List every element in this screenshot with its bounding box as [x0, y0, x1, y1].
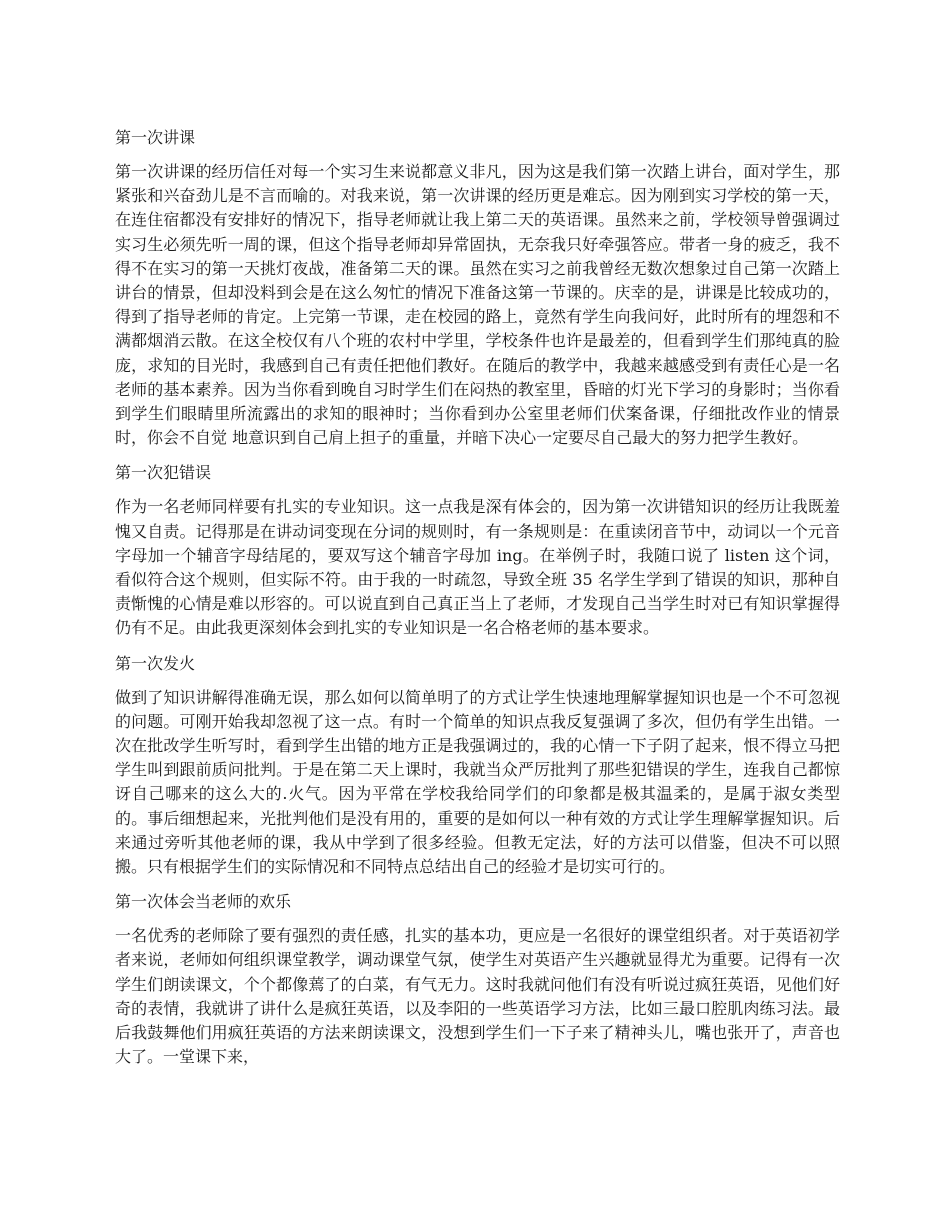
section-heading: 第一次体会当老师的欢乐	[115, 892, 292, 912]
section-heading: 第一次发火	[115, 653, 196, 673]
section-paragraph: 第一次讲课的经历信任对每一个实习生来说都意义非凡，因为这是我们第一次踏上讲台，面对学生，那紧张和兴奋劲儿是不言而喻的。对我来说，第一次讲课的经历更是难忘。因为刚到实习学校的第一天，在连住宿都没有安排好的情况下，指导老师就让我上第二天的英语课。虽然来之前，学校领导曾强调过实习生必须先听一周的课，但这个指导老师却异常固执，无奈我只好牵强答应。带者一身的疲乏，我不得不在实习的第一天挑灯夜战，准备第二天的课。虽然在实习之前我曾经无数次想象过自己第一次踏上讲台的情景，但却没料到会是在这么匆忙的情况下准备这第一节课的。庆幸的是，讲课是比较成功的，得到了指导老师的肯定。上完第一节课，走在校园的路上，竟然有学生向我问好，此时所有的埋怨和不满都烟消云散。在这全校仅有八个班的农村中学里，学校条件也许是最差的，但看到学生们那纯真的脸庞，求知的目光时，我感到自己有责任把他们教好。在随后的教学中，我越来越感受到有责任心是一名老师的基本素养。因为当你看到晚自习时学生们在闷热的教室里，昏暗的灯光下学习的身影时；当你看到学生们眼睛里所流露出的求知的眼神时；当你看到办公室里老师们伏案备课，仔细批改作业的情景时，你会不自觉 地意识到自己肩上担子的重量，并暗下决心一定要尽自己最大的努力把学生教好。	[115, 162, 840, 448]
section-heading: 第一次犯错误	[115, 463, 212, 483]
document-page	[115, 125, 840, 1080]
section-paragraph: 一名优秀的老师除了要有强烈的责任感，扎实的基本功，更应是一名很好的课堂组织者。对于英语初学者来说，老师如何组织课堂教学，调动课堂气氛，使学生对英语产生兴趣就显得尤为重要。记得有一次学生们朗读课文，个个都像蔫了的白菜，有气无力。这时我就问他们有没有听说过疯狂英语，见他们好奇的表情，我就讲了讲什么是疯狂英语，以及李阳的一些英语学习方法，比如三最口腔肌肉练习法。最后我鼓舞他们用疯狂英语的方法来朗读课文，没想到学生们一下子来了精神头儿，嘴也张开了，声音也大了。一堂课下来，	[115, 926, 840, 1067]
section-heading: 第一次讲课	[115, 128, 196, 147]
section-paragraph: 做到了知识讲解得准确无误，那么如何以简单明了的方式让学生快速地理解掌握知识也是一个不可忽视的问题。可刚开始我却忽视了这一点。有时一个简单的知识点我反复强调了多次，但仍有学生出错。一次在批改学生听写时，看到学生出错的地方正是我强调过的，我的心情一下子阴了起来，恨不得立马把学生叫到跟前质问批判。于是在第二天上课时，我就当众严厉批判了那些犯错误的学生，连我自己都惊讶自己哪来的这么大的.火气。因为平常在学校我给同学们的印象都是极其温柔的，是属于淑女类型的。事后细想起来，光批判他们是没有用的，重要的是如何以一种有效的方式让学生理解掌握知识。后来通过旁听其他老师的课，我从中学到了很多经验。但教无定法，好的方法可以借鉴，但决不可以照搬。只有根据学生们的实际情况和不同特点总结出自己的经验才是切实可行的。	[115, 687, 840, 877]
section-paragraph: 作为一名老师同样要有扎实的专业知识。这一点我是深有体会的，因为第一次讲错知识的经历让我既羞愧又自责。记得那是在讲动词变现在分词的规则时，有一条规则是：在重读闭音节中，动词以一个元音字母加一个辅音字母结尾的，要双写这个辅音字母加 ing。在举例子时，我随口说了 listen 这个词，看似符合这个规则，但实际不符。由于我的一时疏忽，导致全班 35 名学生学到了错误的知识，那种自责惭愧的心情是难以形容的。可以说直到自己真正当上了老师，才发现自己当学生时对已有知识掌握得仍有不足。由此我更深刻体会到扎实的专业知识是一名合格老师的基本要求。	[115, 497, 840, 638]
